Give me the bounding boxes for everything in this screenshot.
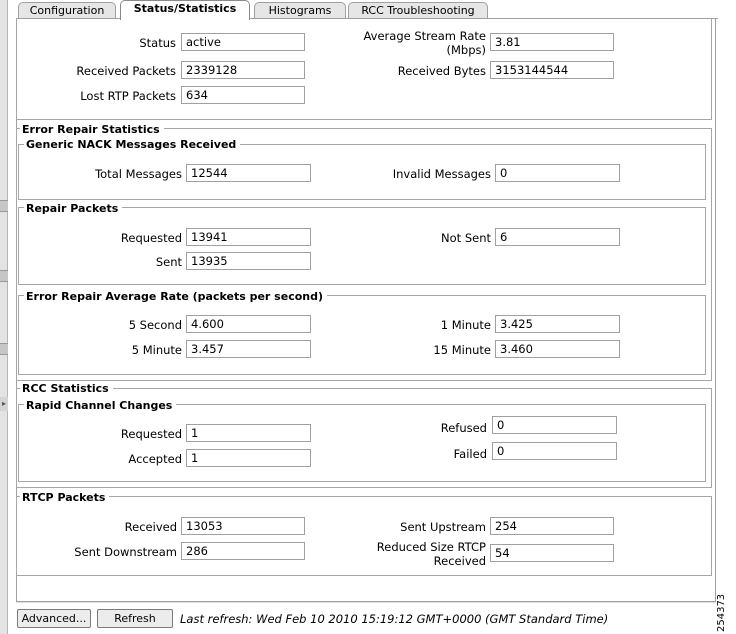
avg-stream-rate-field: 3.81 (490, 33, 614, 51)
window-edge (0, 0, 8, 634)
invalid-messages-label: Invalid Messages (392, 167, 491, 181)
figure-id (716, 590, 730, 634)
rtcp-packets-title: RTCP Packets (20, 491, 109, 504)
footer-separator (16, 601, 716, 603)
five-second-label: 5 Second (128, 318, 182, 332)
received-packets-field: 2339128 (181, 61, 305, 79)
failed-label: Failed (453, 447, 487, 461)
one-minute-field: 3.425 (495, 315, 620, 333)
accepted-label: Accepted (128, 452, 182, 466)
last-refresh-status: Last refresh: Wed Feb 10 2010 15:19:12 GMT+0000 (GMT Standard Time) (180, 612, 609, 626)
five-second-field: 4.600 (186, 315, 311, 333)
repair-packets-title: Repair Packets (24, 202, 122, 215)
sent-downstream-label: Sent Downstream (74, 545, 177, 559)
repair-requested-field: 13941 (186, 228, 311, 246)
not-sent-field: 6 (495, 228, 620, 246)
not-sent-label: Not Sent (441, 231, 491, 245)
lost-rtp-packets-label: Lost RTP Packets (80, 89, 176, 103)
figure-id-text: 254373 (716, 593, 727, 632)
repair-sent-label: Sent (155, 255, 182, 269)
accepted-field: 1 (186, 449, 311, 467)
fifteen-minute-label: 15 Minute (433, 343, 491, 357)
nack-title: Generic NACK Messages Received (24, 138, 240, 151)
five-minute-label: 5 Minute (131, 343, 182, 357)
invalid-messages-field: 0 (495, 164, 620, 182)
rcc-requested-field: 1 (186, 424, 311, 442)
lost-rtp-packets-field: 634 (181, 86, 305, 104)
fifteen-minute-field: 3.460 (495, 340, 620, 358)
advanced-button[interactable]: Advanced... (17, 609, 91, 628)
collapse-arrow-icon[interactable]: ▸ (0, 397, 8, 411)
status-field: active (181, 33, 305, 51)
sent-downstream-field: 286 (181, 542, 305, 560)
repair-rate-group (18, 295, 706, 375)
error-repair-title: Error Repair Statistics (20, 123, 164, 136)
rtcp-received-field: 13053 (181, 517, 305, 535)
received-bytes-label: Received Bytes (397, 64, 486, 78)
status-label: Status (139, 36, 176, 50)
splitter-grip[interactable] (0, 200, 8, 212)
rcc-requested-label: Requested (120, 427, 182, 441)
total-messages-label: Total Messages (95, 167, 182, 181)
refused-field: 0 (492, 416, 617, 434)
tab-histograms[interactable]: Histograms (254, 2, 346, 19)
repair-rate-title: Error Repair Average Rate (packets per second) (24, 290, 327, 303)
rcc-statistics-title: RCC Statistics (20, 382, 113, 395)
failed-field: 0 (492, 442, 617, 460)
one-minute-label: 1 Minute (440, 318, 491, 332)
splitter-grip[interactable] (0, 343, 8, 355)
reduced-size-rtcp-field: 54 (490, 544, 614, 562)
repair-sent-field: 13935 (186, 252, 311, 270)
splitter-grip[interactable] (0, 270, 8, 282)
sent-upstream-field: 254 (490, 517, 614, 535)
rtcp-received-label: Received (124, 520, 177, 534)
tab-rcc-troubleshooting[interactable]: RCC Troubleshooting (348, 2, 488, 19)
refused-label: Refused (440, 421, 487, 435)
received-bytes-field: 3153144544 (490, 61, 614, 79)
tab-status-statistics[interactable]: Status/Statistics (120, 0, 250, 20)
avg-stream-rate-label: Average Stream Rate (Mbps) (363, 29, 486, 57)
tab-configuration[interactable]: Configuration (18, 2, 116, 19)
five-minute-field: 3.457 (186, 340, 311, 358)
total-messages-field: 12544 (186, 164, 311, 182)
sent-upstream-label: Sent Upstream (400, 520, 486, 534)
received-packets-label: Received Packets (76, 64, 176, 78)
reduced-size-rtcp-label: Reduced Size RTCP Received (376, 540, 486, 568)
refresh-button[interactable]: Refresh (97, 609, 173, 628)
repair-packets-group (18, 207, 706, 285)
repair-requested-label: Requested (120, 231, 182, 245)
rapid-channel-changes-title: Rapid Channel Changes (24, 399, 176, 412)
